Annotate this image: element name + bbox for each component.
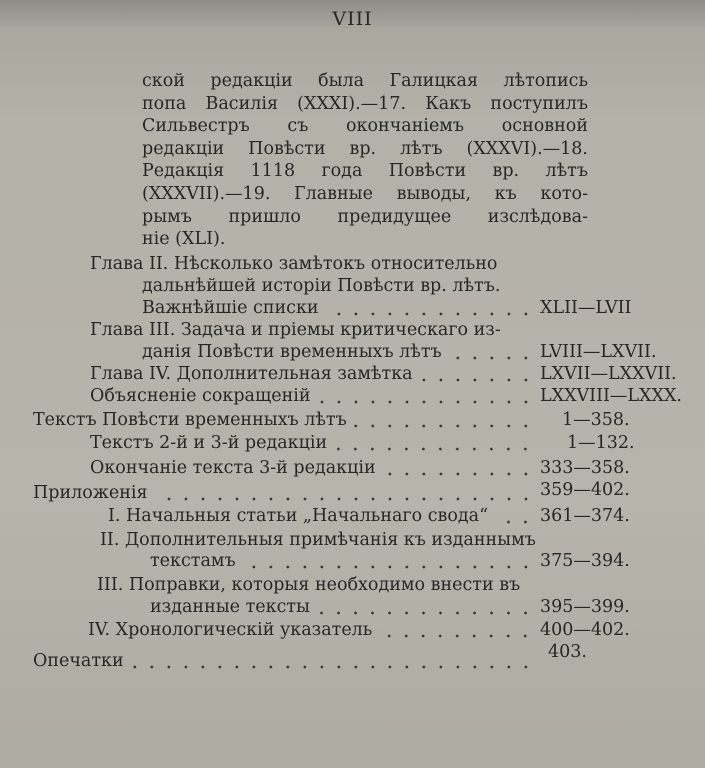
toc-entry [90,458,540,482]
paragraph-line: Сильвестръ съ окончаніемъ основной [142,116,588,137]
dot-leader [242,565,534,569]
toc-page-range: 361—374. [540,506,630,526]
dot-leader [333,447,534,451]
toc-page-range: 395—399. [540,597,630,617]
toc-page-range: 359—402. [540,480,630,500]
toc-entry [33,651,540,675]
toc-page-range: XLII—LVII [540,298,632,318]
toc-page-range: 400—402. [540,620,630,640]
toc-entry-text: Приложенія [33,483,148,503]
continuation-paragraph [142,70,588,251]
paragraph-line: рымъ пришло предидущее изслѣдова- [142,206,588,227]
toc-entry-last-line [150,551,540,575]
toc-entry-text: Текстъ 2-й и 3-й редакціи [90,433,328,453]
toc-entry-text: Окончаніе текста 3-й редакціи [90,458,376,478]
dot-leader [353,424,534,428]
toc-entry-last-line [150,597,540,621]
dot-leader [378,634,534,638]
toc-entry-text: IV. Хронологическій указатель [88,620,373,640]
toc-page-range: 1—132. [567,433,635,453]
toc-entry-text: I. Начальныя статьи „Начальнаго свода“ [108,506,489,526]
paragraph-line: ской редакціи была Галицкая лѣтопись [142,71,588,91]
toc-entry-line: дальнѣйшей исторіи Повѣсти вр. лѣтъ. [142,276,501,296]
toc-entry-line: Глава III. Задача и пріемы критическаго из- [90,320,501,340]
toc-entry-text: Опечатки [33,651,124,671]
dot-leader [325,312,534,316]
toc-entry [90,364,540,388]
dot-leader [494,520,534,524]
toc-page-range: 333—358. [540,458,630,478]
toc-entry-line: Глава II. Нѣсколько замѣтокъ относительно [90,254,498,274]
toc-page-range: LXVII—LXXVII. [540,364,677,384]
paragraph-line: ніе (XLI). [142,229,226,250]
toc-entry [33,410,540,434]
toc-page-range: 403. [548,642,587,662]
paragraph-line: попа Василія (XXXI).—17. Какъ поступилъ [142,93,588,114]
dot-leader [419,378,534,382]
toc-entry [90,433,540,457]
toc-entry-text: Текстъ Повѣсти временныхъ лѣтъ [33,410,347,430]
toc-page-range: LXXVIII—LXXX. [540,386,682,406]
toc-entry [33,483,540,507]
toc-entry-line: III. Поправки, которыя необходимо внести въ [97,575,521,595]
toc-entry [108,506,540,530]
dot-leader [382,472,534,476]
toc-entry-text: Объясненіе сокращеній [90,386,311,406]
toc-page-range: LVIII—LXVII. [540,342,657,362]
dot-leader [154,497,534,501]
toc-page-range: 375—394. [540,551,630,571]
toc-entry-last-line [142,298,540,322]
toc-entry-last-line [142,342,540,366]
toc-entry [90,386,540,410]
paragraph-line: Редакція 1118 года Повѣсти вр. лѣтъ [142,161,588,182]
toc-entry-text: текстамъ [150,551,236,571]
toc-entry-text: данія Повѣсти временныхъ лѣтъ [142,342,442,362]
toc-entry-text: Важнѣйшіе списки [142,298,319,318]
dot-leader [130,665,534,669]
paragraph-line: редакціи Повѣсти вр. лѣтъ (XXXVI).—18. [142,138,588,159]
dot-leader [448,356,534,360]
toc-entry-text: Глава IV. Дополнительная замѣтка [90,364,413,384]
dot-leader [317,400,534,404]
paragraph-line: (XXXVII).—19. Главные выводы, къ кото- [142,183,588,204]
toc-entry-text: изданные тексты [150,597,310,617]
page-number: VIII [332,8,373,30]
toc-entry-line: II. Дополнительныя примѣчанія къ изданнымъ [100,530,536,550]
toc-entry [88,620,540,644]
toc-page-range: 1—358. [562,410,630,430]
dot-leader [316,611,534,615]
